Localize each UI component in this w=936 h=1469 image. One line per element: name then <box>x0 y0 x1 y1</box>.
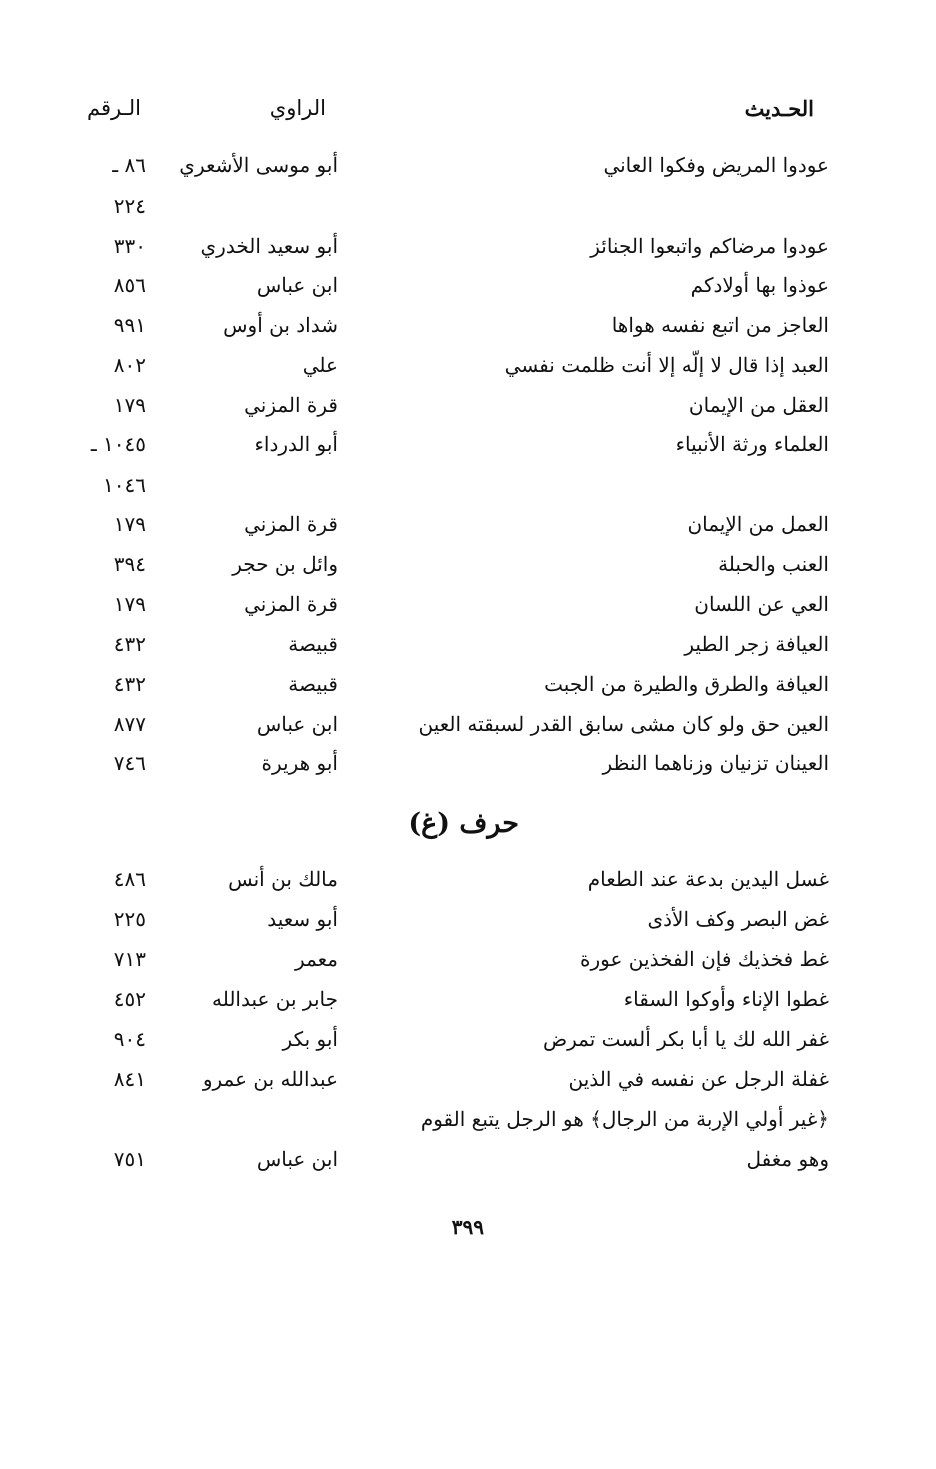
hadith-number: ٨٧٧ <box>113 712 146 736</box>
hadith-text-line-1: ﴿غير أولي الإربة من الرجال﴾ هو الرجل يتبع القوم <box>420 1107 829 1131</box>
hadith-number: ٤٨٦ <box>113 867 146 891</box>
hadith-number: ٧٥١ <box>113 1147 146 1171</box>
hadith-text: غط فخذيك فإن الفخذين عورة <box>580 947 829 971</box>
hadith-text: غطوا الإناء وأوكوا السقاء <box>623 987 829 1011</box>
table-row <box>0 1064 936 1104</box>
narrator-name: ابن عباس <box>256 273 338 297</box>
hadith-text: العقل من الإيمان <box>688 393 829 417</box>
hadith-text: العين حق ولو كان مشى سابق القدر لسبقته العين <box>418 712 829 736</box>
hadith-number: ٢٢٤ <box>113 194 146 218</box>
hadith-number: ١٧٩ <box>113 592 146 616</box>
narrator-name: عبدالله بن عمرو <box>202 1067 338 1091</box>
narrator-name: أبو الدرداء <box>254 432 338 456</box>
narrator-name: ابن عباس <box>256 1147 338 1171</box>
narrator-name: شداد بن أوس <box>223 313 338 337</box>
section-title-ghain: حرف (غ) <box>408 808 519 839</box>
hadith-text <box>421 1104 829 1174</box>
narrator-name: قرة المزني <box>244 592 338 616</box>
narrator-name: أبو موسى الأشعري <box>179 153 338 177</box>
hadith-number: ٨٦ ـ <box>112 153 146 177</box>
narrator-name: قبيصة <box>288 672 338 696</box>
hadith-number: ٨٤١ <box>113 1067 146 1091</box>
hadith-number: ١٠٤٥ ـ <box>90 432 146 456</box>
hadith-number: ١٧٩ <box>113 393 146 417</box>
hadith-text: العي عن اللسان <box>694 592 829 616</box>
column-header-hadith: الحـديث <box>744 96 814 121</box>
narrator-name: ابن عباس <box>256 712 338 736</box>
hadith-number: ٣٩٤ <box>113 552 146 576</box>
hadith-text: عودوا مرضاكم واتبعوا الجنائز <box>590 234 829 258</box>
hadith-number: ٩٩١ <box>113 313 146 337</box>
hadith-number: ١٧٩ <box>113 512 146 536</box>
table-row <box>0 864 936 904</box>
hadith-text: غفلة الرجل عن نفسه في الذين <box>568 1067 829 1091</box>
narrator-name: جابر بن عبدالله <box>211 987 338 1011</box>
hadith-number: ٤٥٢ <box>113 987 146 1011</box>
hadith-number: ٢٢٥ <box>113 907 146 931</box>
table-row <box>0 904 936 944</box>
hadith-text: غض البصر وكف الأذى <box>647 907 829 931</box>
narrator-name: علي <box>302 353 338 377</box>
narrator-name: أبو هريرة <box>261 751 338 775</box>
page-number: ٣٩٩ <box>451 1215 484 1239</box>
table-row <box>0 984 936 1024</box>
narrator-name: أبو سعيد الخدري <box>200 234 338 258</box>
narrator-name: معمر <box>295 947 338 971</box>
column-header-number: الـرقم <box>87 96 141 120</box>
hadith-number: ٤٣٢ <box>113 672 146 696</box>
hadith-text: العيافة والطرق والطيرة من الجبت <box>544 672 829 696</box>
table-row <box>0 1024 936 1064</box>
narrator-name: قرة المزني <box>244 393 338 417</box>
hadith-number: ٤٣٢ <box>113 632 146 656</box>
hadith-text: العبد إذا قال لا إلّه إلا أنت ظلمت نفسي <box>504 353 829 377</box>
hadith-number: ١٠٤٦ <box>103 473 146 497</box>
narrator-name: مالك بن أنس <box>228 867 338 891</box>
hadith-number: ٩٠٤ <box>113 1027 146 1051</box>
narrator-name: وائل بن حجر <box>232 552 338 576</box>
hadith-number: ٧١٣ <box>113 947 146 971</box>
hadith-text: عوذوا بها أولادكم <box>690 273 829 297</box>
table-row <box>0 944 936 984</box>
narrator-name: أبو بكر <box>282 1027 338 1051</box>
hadith-number: ٨٠٢ <box>113 353 146 377</box>
hadith-text: غسل اليدين بدعة عند الطعام <box>587 867 829 891</box>
hadith-text: العاجز من اتبع نفسه هواها <box>611 313 829 337</box>
narrator-name: أبو سعيد <box>267 907 338 931</box>
hadith-number: ٣٣٠ <box>113 234 146 258</box>
hadith-text: العمل من الإيمان <box>687 512 829 536</box>
hadith-text: غفر الله لك يا أبا بكر ألست تمرض <box>542 1027 829 1051</box>
hadith-text: العلماء ورثة الأنبياء <box>675 432 829 456</box>
hadith-text: عودوا المريض وفكوا العاني <box>603 153 829 177</box>
hadith-text-line-2: وهو مغفل <box>746 1147 829 1171</box>
table-row-multiline <box>0 1104 936 1171</box>
narrator-name: قبيصة <box>288 632 338 656</box>
hadith-number: ٨٥٦ <box>113 273 146 297</box>
hadith-text: العيافة زجر الطير <box>684 632 829 656</box>
column-header-narrator: الراوي <box>269 96 326 120</box>
hadith-number: ٧٤٦ <box>113 751 146 775</box>
hadith-text: العنب والحبلة <box>718 552 829 576</box>
narrator-name: قرة المزني <box>244 512 338 536</box>
hadith-text: العينان تزنيان وزناهما النظر <box>602 751 829 775</box>
